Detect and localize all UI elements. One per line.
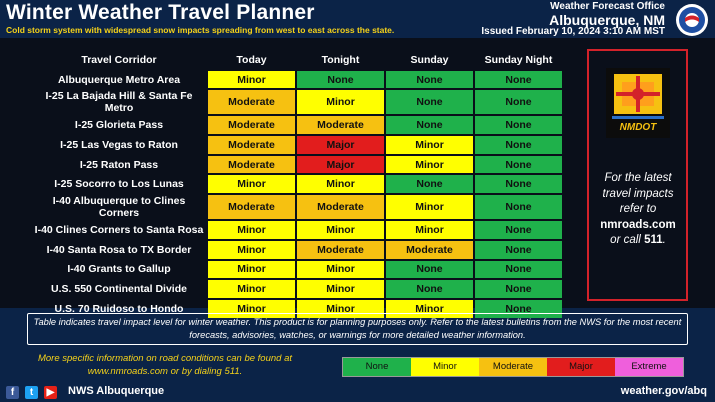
legend-moderate: Moderate — [479, 358, 547, 376]
panel-text — [595, 171, 681, 249]
legend-none: None — [343, 358, 411, 376]
table-row — [32, 90, 562, 114]
column-header-sunday: Sunday — [410, 53, 449, 66]
impact-cell: None — [475, 90, 562, 114]
table-row — [32, 175, 562, 193]
issued-time: Issued February 10, 2024 3:10 AM MST — [481, 26, 665, 38]
impact-cell: None — [475, 261, 562, 279]
impact-cell: Minor — [208, 175, 295, 193]
office-line2: Albuquerque, NM — [549, 11, 665, 28]
impact-cell: None — [386, 175, 473, 193]
table-row — [32, 280, 562, 298]
phone-number: 511 — [644, 234, 663, 247]
column-header-sunday-night: Sunday Night — [484, 53, 553, 66]
legend-major: Major — [547, 358, 615, 376]
website-link[interactable]: weather.gov/abq — [620, 385, 707, 397]
impact-cell: Minor — [208, 300, 295, 318]
impact-cell: None — [475, 280, 562, 298]
impact-cell: Minor — [297, 261, 384, 279]
impact-cell: Minor — [386, 136, 473, 154]
impact-cell: Minor — [208, 261, 295, 279]
impact-cell: Minor — [297, 221, 384, 239]
corridor-name: I-25 Las Vegas to Raton — [60, 138, 178, 151]
impact-cell: Minor — [297, 175, 384, 193]
table-row — [32, 241, 562, 259]
page-subtitle: Cold storm system with widespread snow impacts spreading from west to east across the state. — [6, 25, 395, 35]
impact-cell: Moderate — [386, 241, 473, 259]
disclaimer-box: Table indicates travel impact level for winter weather. This product is for planning purposes only. Refer to the latest bulletins from the NWS for the most recent forecasts, advisories, watches, or warnings for more detailed weather information. — [27, 313, 688, 345]
impact-cell: None — [475, 241, 562, 259]
panel-line2: or call — [610, 234, 641, 247]
impact-cell: Moderate — [208, 90, 295, 114]
nws-handle[interactable]: NWS Albuquerque — [68, 385, 165, 397]
table-row — [32, 221, 562, 239]
impact-cell: Minor — [297, 300, 384, 318]
corridor-name: I-25 Socorro to Los Lunas — [54, 178, 184, 191]
table-row — [32, 195, 562, 219]
impact-cell: Minor — [386, 221, 473, 239]
table-header-row — [32, 51, 562, 69]
facebook-icon[interactable]: f — [6, 386, 19, 399]
table-row — [32, 116, 562, 134]
column-header-today: Today — [236, 53, 267, 66]
table-row — [32, 71, 562, 89]
impact-cell: None — [386, 71, 473, 89]
office-info — [481, 2, 665, 38]
impact-cell: Minor — [386, 300, 473, 318]
impact-cell: None — [475, 136, 562, 154]
impact-legend — [342, 357, 684, 377]
table-row — [32, 136, 562, 154]
table-row — [32, 261, 562, 279]
impact-cell: Minor — [208, 241, 295, 259]
impact-cell: None — [475, 156, 562, 174]
impact-cell: Major — [297, 156, 384, 174]
page-title: Winter Weather Travel Planner — [6, 1, 315, 24]
legend-extreme: Extreme — [615, 358, 683, 376]
panel-line1: For the latest travel impacts refer to — [602, 172, 674, 216]
more-info-text: More specific information on road conditions can be found at www.nmroads.com or by dialing 511. — [37, 353, 292, 377]
impact-cell: None — [475, 71, 562, 89]
impact-cell: Minor — [386, 195, 473, 219]
impact-cell: Moderate — [297, 195, 384, 219]
impact-cell: Minor — [208, 221, 295, 239]
impact-cell: Moderate — [208, 136, 295, 154]
youtube-icon[interactable]: ▶ — [44, 386, 57, 399]
impact-cell: Minor — [208, 71, 295, 89]
impact-cell: Major — [297, 136, 384, 154]
impact-cell: None — [475, 300, 562, 318]
nmdot-logo-text: NMDOT — [619, 122, 657, 133]
travel-impact-table — [30, 49, 564, 320]
impact-cell: None — [475, 175, 562, 193]
office-line1: Weather Forecast Office — [550, 1, 665, 12]
corridor-name: U.S. 550 Continental Divide — [51, 283, 187, 296]
impact-cell: None — [386, 261, 473, 279]
corridor-name: I-40 Albuquerque to Clines Corners — [52, 195, 186, 220]
corridor-name: I-40 Santa Rosa to TX Border — [46, 243, 192, 256]
table-row — [32, 156, 562, 174]
impact-cell: None — [386, 116, 473, 134]
footer-bar — [0, 383, 715, 402]
impact-cell: Moderate — [208, 156, 295, 174]
corridor-name: I-25 La Bajada Hill & Santa Fe Metro — [45, 90, 193, 115]
nws-logo-icon — [675, 3, 709, 37]
column-header-tonight: Tonight — [321, 53, 360, 66]
impact-cell: Moderate — [297, 116, 384, 134]
nmdot-logo — [606, 68, 670, 138]
impact-cell: None — [386, 90, 473, 114]
impact-cell: Moderate — [208, 195, 295, 219]
impact-cell: Moderate — [297, 241, 384, 259]
impact-cell: Minor — [297, 280, 384, 298]
table-body — [32, 71, 562, 318]
corridor-name: Albuquerque Metro Area — [57, 73, 181, 86]
column-header-corridor: Travel Corridor — [81, 53, 157, 66]
impact-cell: Minor — [297, 90, 384, 114]
corridor-name: I-25 Glorieta Pass — [74, 119, 164, 132]
impact-cell: None — [297, 71, 384, 89]
corridor-name: I-40 Clines Corners to Santa Rosa — [34, 223, 204, 236]
panel-end: . — [662, 234, 666, 247]
corridor-name: U.S. 70 Ruidoso to Hondo — [54, 302, 184, 315]
header-bar — [0, 0, 715, 38]
impact-cell: Moderate — [208, 116, 295, 134]
nmroads-link[interactable]: nmroads.com — [600, 218, 676, 231]
impact-cell: None — [475, 221, 562, 239]
impact-cell: Minor — [208, 280, 295, 298]
impact-cell: Minor — [386, 156, 473, 174]
corridor-name: I-40 Grants to Gallup — [67, 263, 171, 276]
impact-cell: None — [386, 280, 473, 298]
impact-cell: None — [475, 116, 562, 134]
twitter-icon[interactable]: t — [25, 386, 38, 399]
corridor-name: I-25 Raton Pass — [79, 158, 159, 171]
legend-minor: Minor — [411, 358, 479, 376]
nmdot-panel — [587, 49, 688, 301]
impact-cell: None — [475, 195, 562, 219]
